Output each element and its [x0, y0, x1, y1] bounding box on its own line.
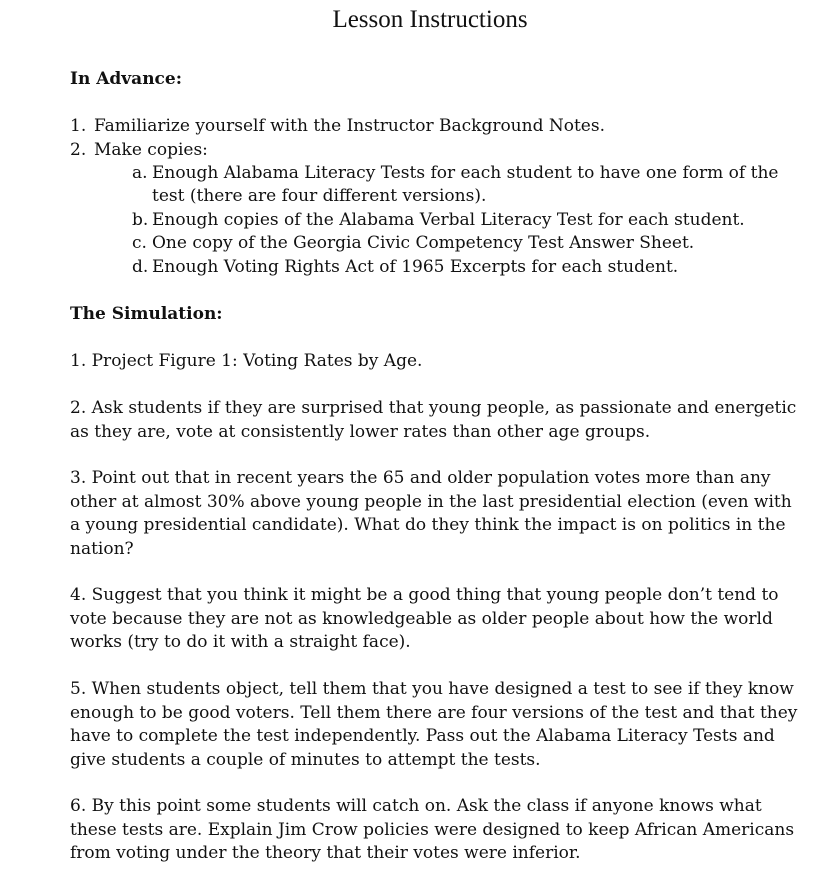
subitem-text: Enough Alabama Literacy Tests for each student to have one form of the	[152, 163, 779, 183]
advance-subitem-a	[132, 162, 778, 185]
simulation-step-6-line: from voting under the theory that their votes were inferior.	[70, 843, 581, 863]
simulation-step-6-line: 6. By this point some students will catch on. Ask the class if anyone knows what	[70, 796, 762, 816]
subitem-letter: b.	[132, 210, 149, 230]
simulation-step-2-line: as they are, vote at consistently lower rates than other age groups.	[70, 422, 651, 442]
simulation-step-3-line: 3. Point out that in recent years the 65 and older population votes more than any	[70, 468, 771, 488]
simulation-step-5-line: have to complete the test independently. Pass out the Alabama Literacy Tests and	[70, 726, 775, 746]
simulation-step-5-line: enough to be good voters. Tell them there are four versions of the test and that they	[70, 703, 798, 723]
simulation-step-4-line: vote because they are not as knowledgeable as older people about how the world	[70, 609, 773, 629]
subitem-text: One copy of the Georgia Civic Competency Test Answer Sheet.	[152, 233, 695, 253]
subitem-letter: d.	[132, 257, 149, 277]
simulation-step-1-line: 1. Project Figure 1: Voting Rates by Age.	[70, 351, 423, 371]
page-title: Lesson Instructions	[332, 6, 528, 33]
subitem-letter: a.	[132, 163, 148, 183]
advance-subitem-d	[132, 256, 678, 279]
advance-item-number: 2.	[70, 140, 87, 160]
advance-item-number: 1.	[70, 116, 87, 136]
advance-subitem-a-continued: test (there are four different versions).	[152, 186, 487, 206]
simulation-heading: The Simulation:	[70, 304, 223, 324]
simulation-step-5-line: 5. When students object, tell them that you have designed a test to see if they know	[70, 679, 794, 699]
advance-subitem-b	[132, 209, 745, 232]
simulation-step-3-line: other at almost 30% above young people in the last presidential election (even with	[70, 492, 792, 512]
subitem-text: Enough copies of the Alabama Verbal Literacy Test for each student.	[152, 210, 745, 230]
simulation-step-2-line: 2. Ask students if they are surprised that young people, as passionate and energetic	[70, 398, 797, 418]
advance-item-2	[70, 139, 208, 162]
advance-item-text: Familiarize yourself with the Instructor Background Notes.	[94, 116, 605, 136]
advance-item-text: Make copies:	[94, 140, 208, 160]
advance-item-1	[70, 115, 605, 138]
subitem-text: Enough Voting Rights Act of 1965 Excerpts for each student.	[152, 257, 679, 277]
in-advance-heading: In Advance:	[70, 69, 183, 89]
simulation-step-4-line: works (try to do it with a straight face).	[70, 632, 411, 652]
simulation-step-5-line: give students a couple of minutes to attempt the tests.	[70, 750, 541, 770]
simulation-step-4-line: 4. Suggest that you think it might be a good thing that young people don’t tend to	[70, 585, 779, 605]
advance-subitem-c	[132, 232, 694, 255]
simulation-step-6-line: these tests are. Explain Jim Crow policies were designed to keep African Americans	[70, 820, 795, 840]
simulation-step-3-line: nation?	[70, 539, 134, 559]
subitem-letter: c.	[132, 233, 147, 253]
simulation-step-3-line: a young presidential candidate). What do they think the impact is on politics in the	[70, 515, 786, 535]
